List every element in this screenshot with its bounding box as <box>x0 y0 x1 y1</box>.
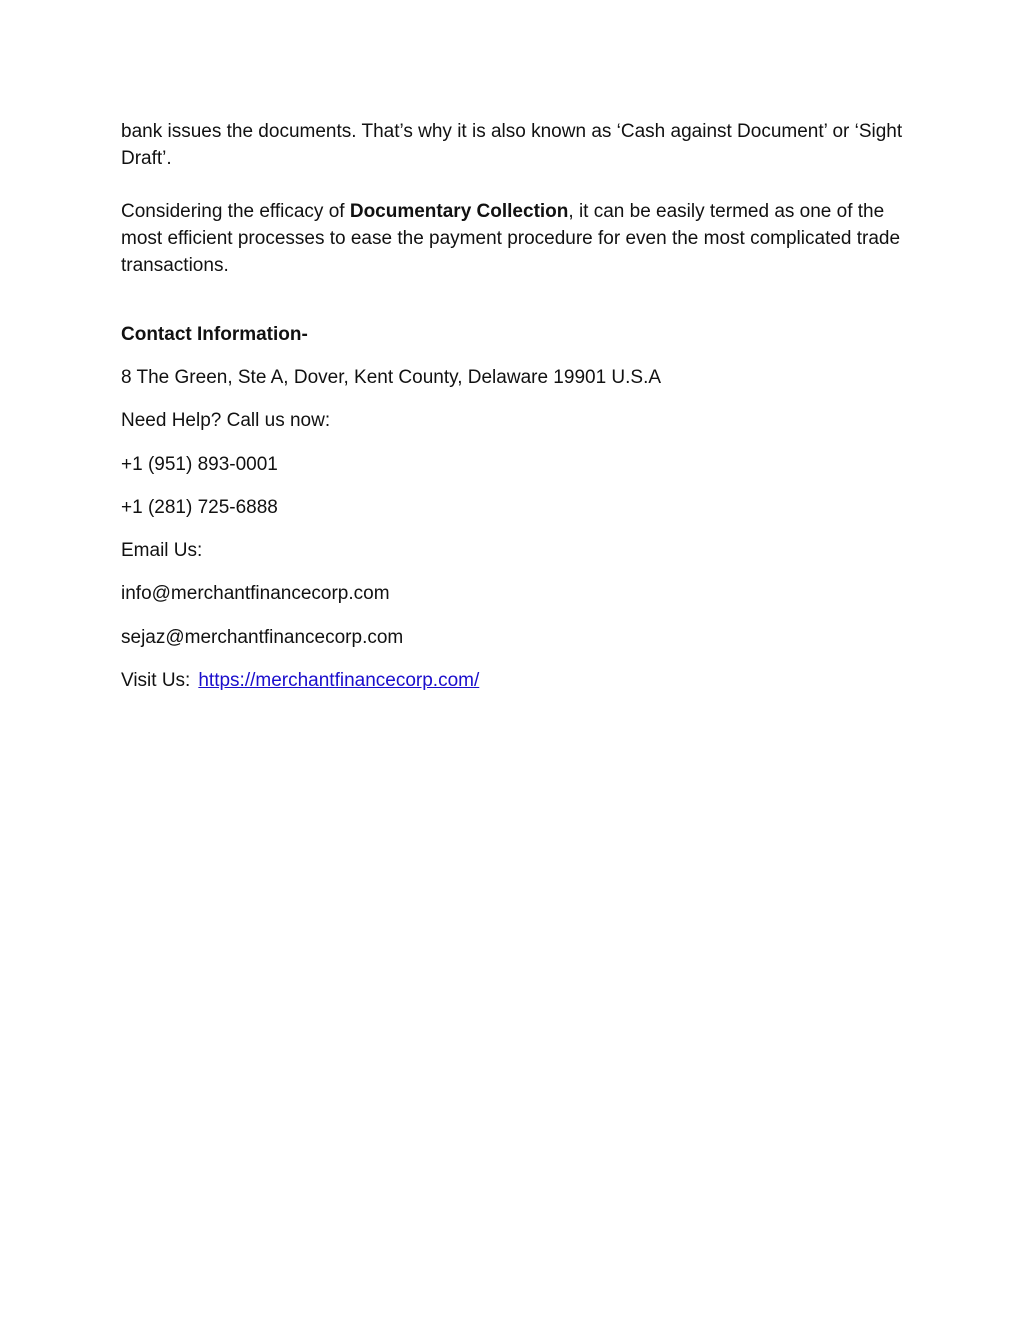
contact-address: 8 The Green, Ste A, Dover, Kent County, Delaware 19901 U.S.A <box>121 367 662 388</box>
documentary-collection-term: Documentary Collection <box>349 201 569 222</box>
visit-us-row <box>121 667 479 694</box>
paragraph-text-after: , it can be easily termed as one of the most efficient processes to ease the payment procedure for even the most complicated trade transactions. <box>121 201 901 276</box>
phone-number-1: +1 (951) 893-0001 <box>121 454 278 475</box>
website-link[interactable]: https://merchantfinancecorp.com/ <box>198 670 480 691</box>
email-label: Email Us: <box>121 540 203 561</box>
contact-heading: Contact Information- <box>121 324 308 345</box>
phone-number-2: +1 (281) 725-6888 <box>121 497 278 518</box>
paragraph-documentary-collection <box>121 198 911 279</box>
paragraph-cash-against-document: bank issues the documents. That’s why it is also known as ‘Cash against Document’ or ‘Sight Draft’. <box>121 121 903 169</box>
email-address-1: info@merchantfinancecorp.com <box>121 583 390 604</box>
paragraph-text-before: Considering the efficacy of <box>121 201 350 222</box>
help-label: Need Help? Call us now: <box>121 410 331 431</box>
email-address-2: sejaz@merchantfinancecorp.com <box>121 627 404 648</box>
visit-us-label: Visit Us: <box>121 670 191 691</box>
